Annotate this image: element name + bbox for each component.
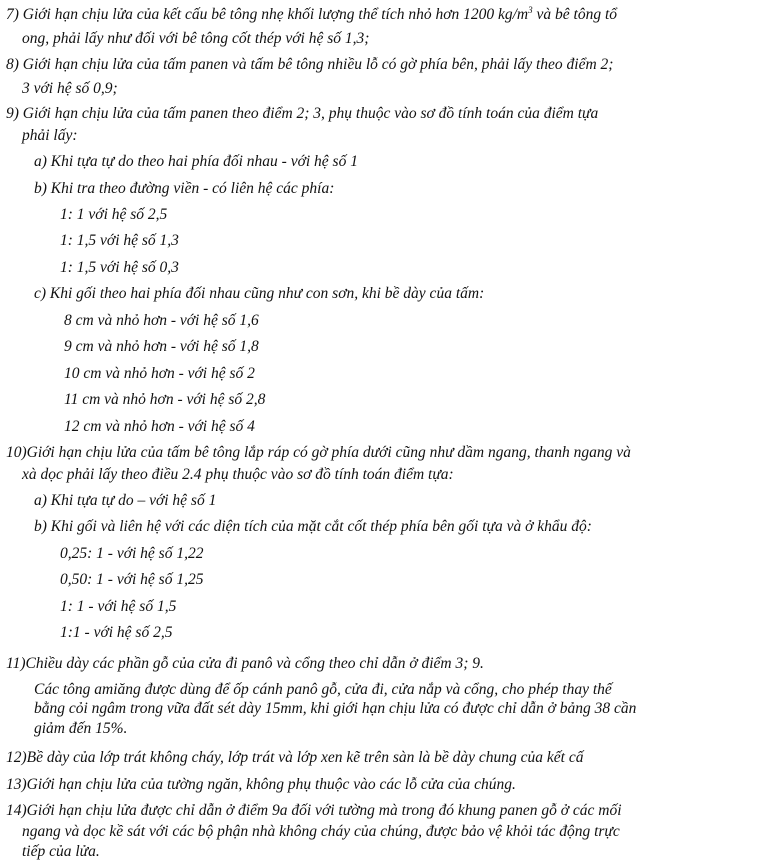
item-10b-2: 0,50: 1 - với hệ số 1,25: [60, 571, 204, 588]
item-9b-2: 1: 1,5 với hệ số 1,3: [60, 232, 179, 249]
item-9b-1: 1: 1 với hệ số 2,5: [60, 206, 168, 223]
item-10a: a) Khi tựa tự do – với hệ số 1: [34, 492, 217, 509]
item-9-line-1: 9) Giới hạn chịu lửa của tấm panen theo điểm 2; 3, phụ thuộc vào sơ đồ tính toán của điểm tựa: [6, 105, 599, 122]
item-9c-4: 11 cm và nhỏ hơn - với hệ số 2,8: [64, 391, 266, 408]
item-10-line-2: xà dọc phải lấy theo điều 2.4 phụ thuộc vào sơ đồ tính toán điểm tựa:: [22, 466, 454, 483]
superscript: 3: [528, 4, 533, 15]
item-14-line-2: ngang và dọc kề sát với các bộ phận nhà không cháy của chúng, được bảo vệ khỏi tác động trực: [22, 823, 620, 840]
item-10-line-1: 10)Giới hạn chịu lửa của tấm bê tông lắp ráp có gờ phía dưới cũng như dầm ngang, thanh ngang và: [6, 444, 631, 461]
item-7-text: 7) Giới hạn chịu lửa của kết cấu bê tông nhẹ khối lượng thể tích nhỏ hơn 1200 kg/m: [6, 6, 529, 23]
item-9c-2: 9 cm và nhỏ hơn - với hệ số 1,8: [64, 338, 259, 355]
item-8-line-1: 8) Giới hạn chịu lửa của tấm panen và tấm bê tông nhiều lỗ có gờ phía bên, phải lấy theo điểm 2;: [6, 56, 614, 73]
item-9a: a) Khi tựa tự do theo hai phía đối nhau - với hệ số 1: [34, 153, 358, 170]
item-10b-3: 1: 1 - với hệ số 1,5: [60, 598, 177, 615]
item-9b: b) Khi tra theo đường viền - có liên hệ các phía:: [34, 180, 335, 197]
item-14-line-3: tiếp của lửa.: [22, 843, 100, 860]
item-7-text-end: và bê tông tổ: [532, 6, 618, 23]
item-10b-1: 0,25: 1 - với hệ số 1,22: [60, 545, 204, 562]
item-7-line-1: [6, 5, 617, 25]
item-9c-1: 8 cm và nhỏ hơn - với hệ số 1,6: [64, 312, 259, 329]
item-8-line-2: 3 với hệ số 0,9;: [22, 80, 118, 97]
item-11-para-line-2: bằng cỏi ngâm trong vữa đất sét dày 15mm, khi giới hạn chịu lửa có được chỉ dẫn ở bảng 38 cần: [34, 700, 637, 717]
item-11-para-line-1: Các tông amiăng được dùng để ốp cánh panô gỗ, cửa đi, cửa nắp và cổng, cho phép thay thế: [34, 681, 612, 698]
item-10b-4: 1:1 - với hệ số 2,5: [60, 624, 173, 641]
item-9c-5: 12 cm và nhỏ hơn - với hệ số 4: [64, 418, 255, 435]
item-11-line-1: 11)Chiều dày các phần gỗ của cửa đi panô và cổng theo chỉ dẫn ở điểm 3; 9.: [6, 655, 484, 672]
item-10b: b) Khi gối và liên hệ với các diện tích của mặt cắt cốt thép phía bên gối tựa và ở khẩu độ:: [34, 518, 592, 535]
item-9b-3: 1: 1,5 với hệ số 0,3: [60, 259, 179, 276]
item-12: 12)Bề dày của lớp trát không cháy, lớp trát và lớp xen kẽ trên sàn là bề dày chung của kết cấ: [6, 749, 584, 766]
item-13: 13)Giới hạn chịu lửa của tường ngăn, không phụ thuộc vào các lỗ cửa của chúng.: [6, 776, 516, 793]
item-9c-3: 10 cm và nhỏ hơn - với hệ số 2: [64, 365, 255, 382]
item-9c: c) Khi gối theo hai phía đối nhau cũng như con sơn, khi bề dày của tấm:: [34, 285, 485, 302]
item-7-line-2: ong, phải lấy như đối với bê tông cốt thép với hệ số 1,3;: [22, 30, 370, 47]
item-14-line-1: 14)Giới hạn chịu lửa được chỉ dẫn ở điểm 9a đối với tường mà trong đó khung panen gỗ ở các mối: [6, 802, 622, 819]
item-9-line-2: phải lấy:: [22, 127, 78, 144]
item-11-para-line-3: giảm đến 15%.: [34, 720, 128, 737]
